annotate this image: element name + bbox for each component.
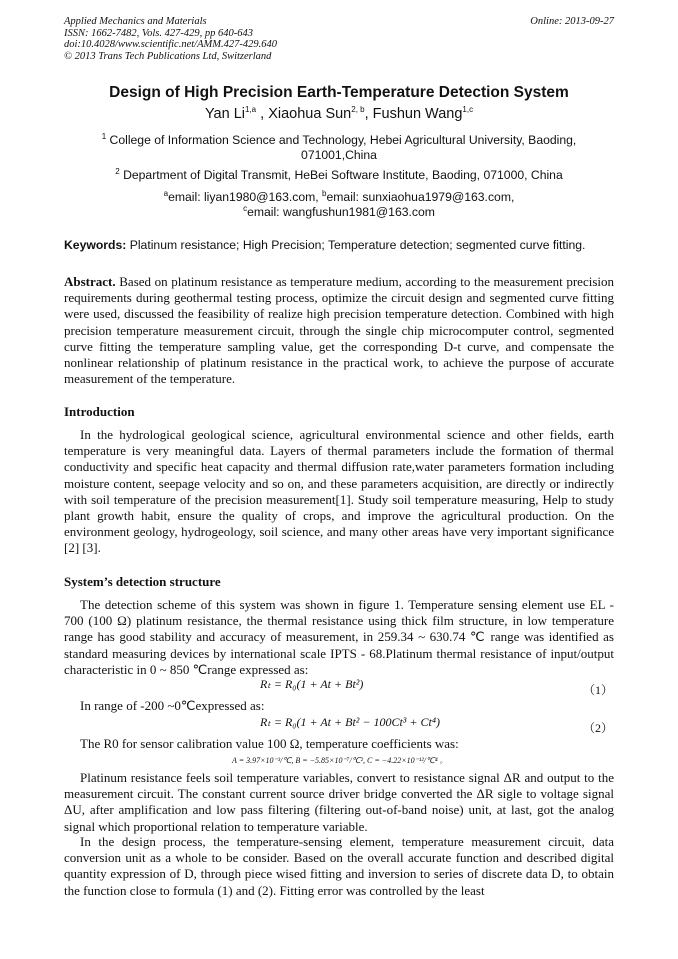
- running-header: [64, 16, 614, 62]
- email-block: [80, 190, 598, 220]
- equation-2: Rₜ = R₀(1 + At + Bt² − 100Ct³ + Ct⁴): [260, 715, 441, 729]
- affiliation-sup: 1: [101, 131, 107, 141]
- keywords-text: Platinum resistance; High Precision; Temperature detection; segmented curve fitting.: [129, 238, 586, 252]
- detection-paragraph-3: The R0 for sensor calibration value 100 Ω, temperature coefficients was:: [80, 736, 459, 751]
- affiliation-text: Department of Digital Transmit, HeBei Software Institute, Baoding, 071000, China: [123, 168, 563, 182]
- affiliation-sup: 2: [115, 166, 120, 176]
- detection-paragraph-5: In the design process, the temperature-sensing element, temperature measurement circuit, data conversion unit as a whole to be consider. Based on the overall accurate function and described digital quantity expression of D, through piece wised fitting and inversion to series of discrete data D, to obtain the function close to formula (1) and (2). Fitting error was controlled by the least: [64, 834, 614, 898]
- detection-paragraph-1: The detection scheme of this system was shown in figure 1. Temperature sensing element use EL - 700 (100 Ω) platinum resistance, the thermal resistance using thick film structure, in low temperature range has good stability and accuracy of measurement, in 259.34 ~ 630.74 ℃ range was identified as standard measuring devices by international scale IPTS - 68.Platinum thermal resistance of input/output characteristic in 0 ~ 850 ℃range expressed as:: [64, 597, 614, 677]
- keywords: [64, 238, 624, 252]
- email-a[interactable]: email: liyan1980@163.com,: [168, 190, 319, 204]
- detection-paragraph-2: In range of -200 ~0℃expressed as:: [80, 698, 265, 713]
- email-b[interactable]: email: sunxiaohua1979@163.com,: [326, 190, 515, 204]
- email-c[interactable]: email: wangfushun1981@163.com: [247, 205, 435, 219]
- online-date: Online: 2013-09-27: [530, 16, 614, 27]
- author-sup: 2, b: [351, 105, 365, 115]
- affiliation-1: [80, 133, 598, 163]
- affiliation-2: [80, 168, 598, 183]
- paper-title: Design of High Precision Earth-Temperature Detection System: [109, 84, 569, 101]
- abstract: [64, 274, 614, 387]
- keywords-label: Keywords:: [64, 238, 127, 252]
- email-sup: c: [243, 203, 248, 213]
- author-list: Yan Li$^{1,a}$ , Xiaohua Sun$^{2, b}$, Fushun Wang$^{1,c}$: [204, 105, 474, 122]
- affiliation-text: 071001,China: [301, 148, 377, 162]
- detection-heading: System’s detection structure: [64, 574, 221, 589]
- abstract-label: Abstract.: [64, 274, 116, 289]
- email-sup: a: [163, 188, 169, 198]
- author-sup: 1,c: [462, 105, 474, 115]
- detection-paragraph-4: Platinum resistance feels soil temperature variables, convert to resistance signal ΔR and output to the measurement circuit. The constant current source driver bridge converted the ΔR sigle to voltage signal ΔU, after amplification and low pass filtering (filtering out-of-band noise) unit, at last, got the analog signal which proportional relation to temperature variable.: [64, 770, 614, 834]
- author-name: Fushun Wang: [372, 106, 463, 122]
- journal-name: Applied Mechanics and Materials: [64, 16, 207, 27]
- introduction-heading: Introduction: [64, 404, 135, 419]
- abstract-text: Based on platinum resistance as temperature medium, according to the measurement precision requirements during geothermal testing process, optimize the circuit design and segmented curve fitting were used, discussed the feasibility of realize high precision temperature detection. Combined with high precision temperature measurement circuit, through the single chip microcomputer control, segmented curve fitting the temperature sampling value, get the corresponding D-t curve, and compensate the nonlinear relationship of platinum resistance in the practical work, to achieve the purpose of accurate measurement of the temperature.: [64, 274, 615, 387]
- issn-line: ISSN: 1662-7482, Vols. 427-429, pp 640-643: [64, 27, 253, 39]
- email-sup: b: [322, 188, 327, 198]
- affiliation-text: College of Information Science and Technology, Hebei Agricultural University, Baoding,: [109, 133, 577, 147]
- equation-1: Rₜ = R₀(1 + At + Bt²): [260, 677, 364, 691]
- copyright-line: © 2013 Trans Tech Publications Ltd, Switzerland: [64, 50, 272, 62]
- author-name: Yan Li: [204, 106, 245, 122]
- author-name: Xiaohua Sun: [268, 106, 352, 122]
- equation-2-number: （2）: [583, 721, 614, 735]
- doi-line[interactable]: doi:10.4028/www.scientific.net/AMM.427-429.640: [64, 39, 277, 50]
- introduction-text: In the hydrological geological science, agricultural environmental science and other fields, earth temperature is very meaningful data. Layers of thermal parameters include the formation of thermal conductivity and specific heat capacity and thermal diffusion rate,water parameters formation including moisture content, seepage velocity and so on, and these parameters acquisition, are directly or indirectly with soil temperature of the precision measurement[1]. Study soil temperature measuring, Help to study plant growth habit, ensure the quality of crops, and improve the agricultural production. On the environment geology, hydrogeology, soil science, and many other areas have very important significance [2] [3].: [64, 427, 614, 556]
- equation-1-number: （1）: [583, 683, 614, 697]
- temperature-coefficients: A = 3.97×10⁻³/℃, B = −5.85×10⁻⁷/℃², C = −4.22×10⁻¹²/℃⁴ 。: [232, 756, 448, 765]
- author-sup: 1,a: [244, 105, 257, 115]
